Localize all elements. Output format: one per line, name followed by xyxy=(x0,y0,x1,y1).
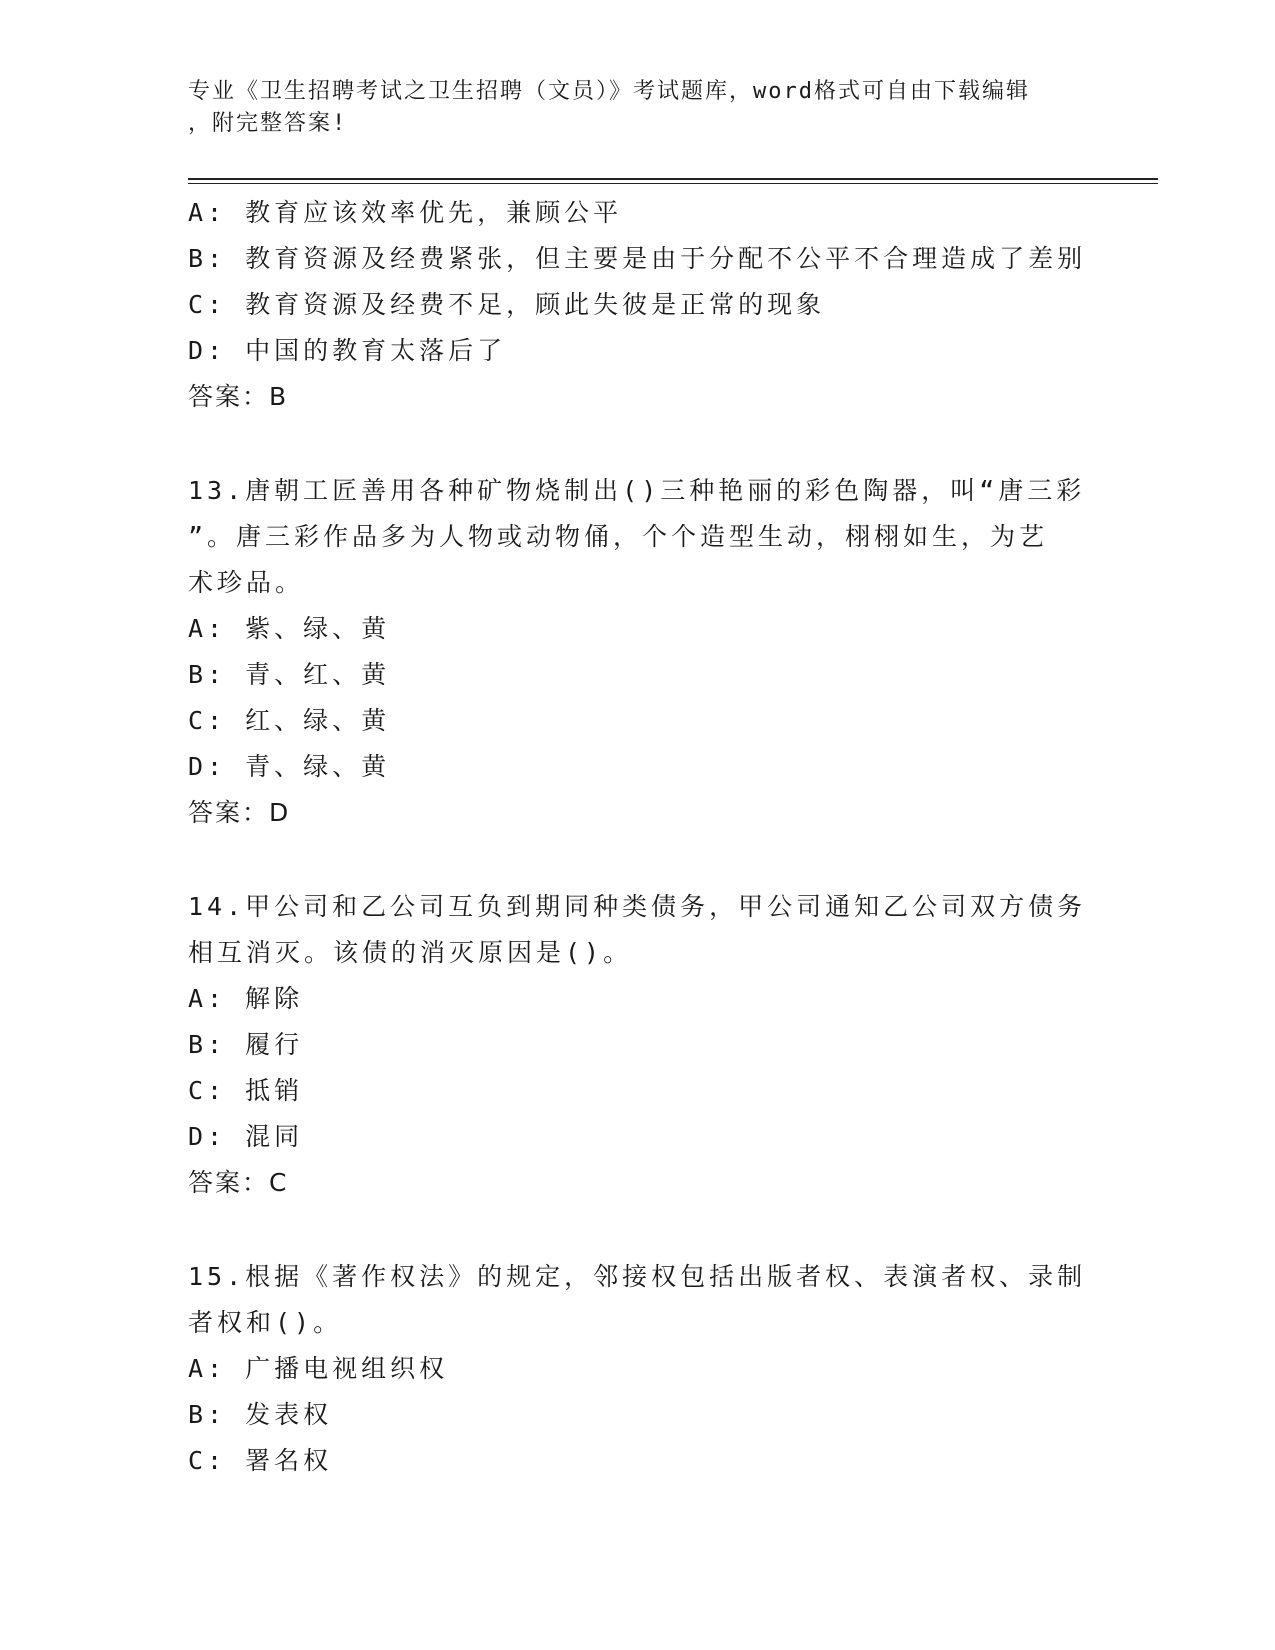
answer: 答案：B xyxy=(188,382,289,411)
question-list xyxy=(188,190,1088,1484)
document-header xyxy=(188,76,1068,140)
header-line-1: 专业《卫生招聘考试之卫生招聘（文员）》考试题库，word格式可自由下载编辑 xyxy=(188,79,1030,104)
header-divider-thick xyxy=(188,178,1158,180)
option-b: B: 发表权 xyxy=(188,1400,333,1429)
question-15 xyxy=(188,1254,1088,1484)
option-c: C: 署名权 xyxy=(188,1446,333,1475)
spacer xyxy=(188,420,1088,468)
question-12 xyxy=(188,190,1088,420)
option-a: A: 广播电视组织权 xyxy=(188,1354,449,1383)
question-13 xyxy=(188,468,1088,836)
spacer xyxy=(188,1206,1088,1254)
header-divider-thin xyxy=(188,183,1158,184)
question-stem-line: 15.根据《著作权法》的规定，邻接权包括出版者权、表演者权、录制 xyxy=(188,1262,1087,1291)
question-stem-line: 者权和()。 xyxy=(188,1308,343,1337)
option-d: D: 中国的教育太落后了 xyxy=(188,336,507,365)
header-line-2: ，附完整答案! xyxy=(188,111,348,136)
option-a: A: 教育应该效率优先，兼顾公平 xyxy=(188,198,623,227)
question-stem-line: ”。唐三彩作品多为人物或动物俑，个个造型生动，栩栩如生，为艺 xyxy=(188,522,1049,551)
option-d: D: 混同 xyxy=(188,1122,304,1151)
option-c: C: 红、绿、黄 xyxy=(188,706,391,735)
option-a: A: 解除 xyxy=(188,984,304,1013)
option-c: C: 抵销 xyxy=(188,1076,304,1105)
answer: 答案：D xyxy=(188,798,291,827)
question-stem-line: 术珍品。 xyxy=(188,568,305,597)
option-c: C: 教育资源及经费不足，顾此失彼是正常的现象 xyxy=(188,290,826,319)
option-b: B: 青、红、黄 xyxy=(188,660,391,689)
option-d: D: 青、绿、黄 xyxy=(188,752,391,781)
question-stem-line: 13.唐朝工匠善用各种矿物烧制出()三种艳丽的彩色陶器，叫“唐三彩 xyxy=(188,476,1086,505)
option-b: B: 履行 xyxy=(188,1030,304,1059)
option-a: A: 紫、绿、黄 xyxy=(188,614,391,643)
question-stem-line: 14.甲公司和乙公司互负到期同种类债务，甲公司通知乙公司双方债务 xyxy=(188,892,1087,921)
option-b: B: 教育资源及经费紧张，但主要是由于分配不公平不合理造成了差别 xyxy=(188,244,1087,273)
spacer xyxy=(188,836,1088,884)
question-14 xyxy=(188,884,1088,1206)
answer: 答案：C xyxy=(188,1168,289,1197)
question-stem-line: 相互消灭。该债的消灭原因是()。 xyxy=(188,938,633,967)
